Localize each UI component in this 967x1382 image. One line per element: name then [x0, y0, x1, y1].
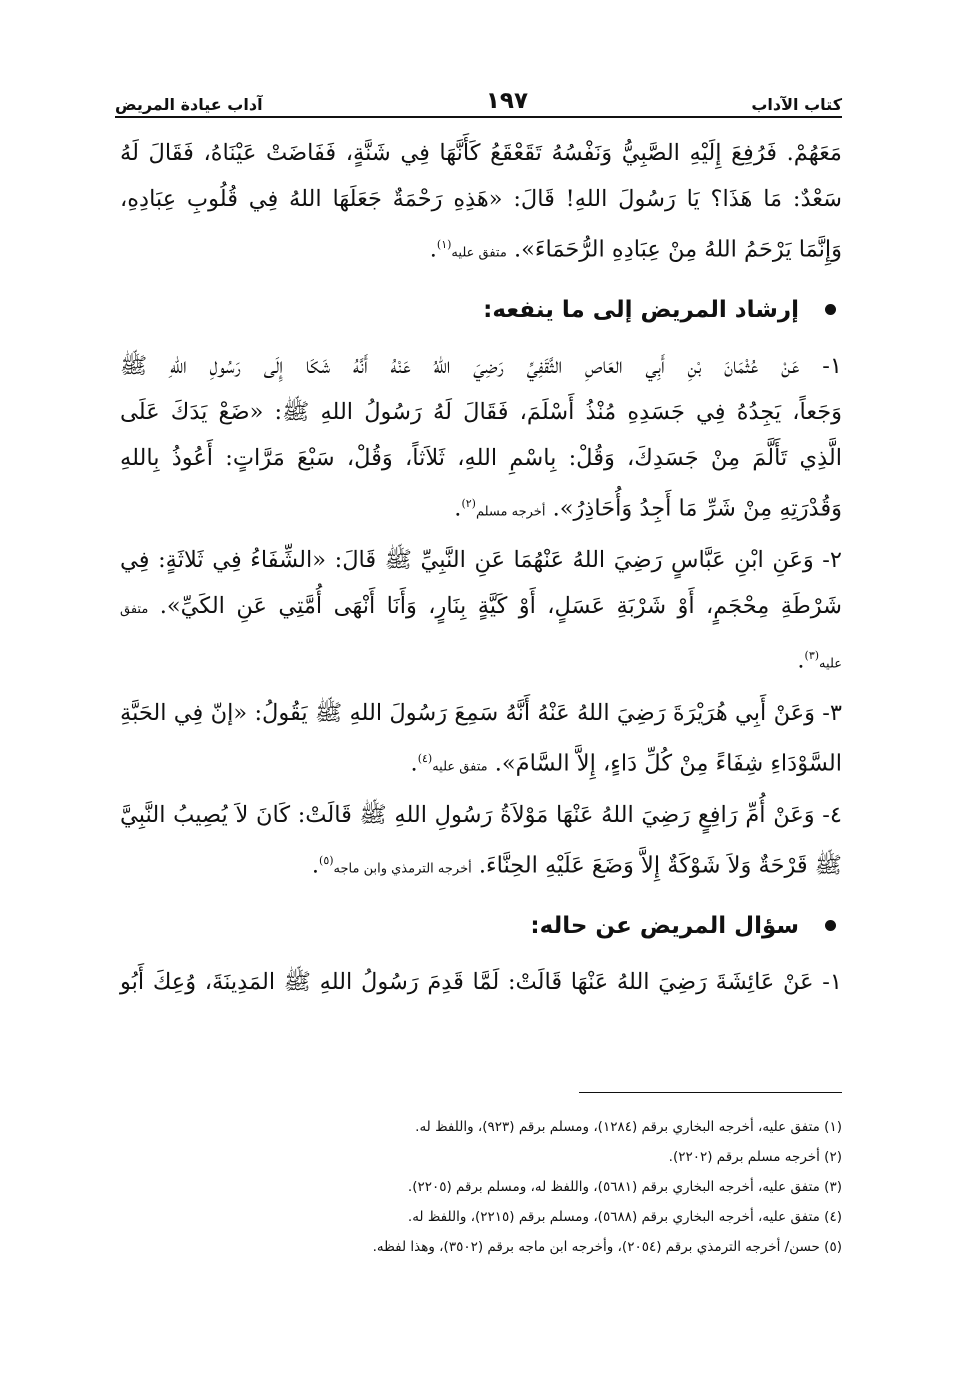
- text-line: سَعْدٌ: مَا هَذَا؟ يَا رَسُولَ اللهِ! قَالَ: «هَذِهِ رَحْمَةٌ جَعَلَهَا اللهُ فِي قُلُوبِ عِبَادِهِ،: [120, 186, 842, 212]
- page-number: ١٩٧: [485, 88, 528, 114]
- text-line: مَعَهُمْ. فَرُفِعَ إِلَيْهِ الصَّبِيُّ وَنَفْسُهُ تَقَعْقَعُ كَأَنَّهَا فِي شَنَّةٍ، فَفَاضَتْ عَيْنَاهُ، فَقَالَ لَهُ: [120, 140, 842, 166]
- text-line: ٣- وَعَنْ أَبِي هُرَيْرَةَ رَضِيَ اللهُ عَنْهُ أَنَّهُ سَمِعَ رَسُولَ اللهِ ﷺ يَقُولُ: «إنّ فِي الحَبَّةِ: [120, 699, 842, 726]
- source-note: متفق عليه: [451, 245, 507, 261]
- section-title: سؤال المريض عن حاله:: [530, 912, 799, 939]
- text-line-last: وَإِنَّمَا يَرْحَمُ اللهُ مِنْ عِبَادِهِ الرُّحَمَاءَ». متفق عليه$^{(١)}$.: [429, 236, 842, 263]
- text-line: ١- عَنْ عَائِشَةَ رَضِيَ اللهُ عَنْهَا قَالَتْ: لَمَّا قَدِمَ رَسُولُ اللهِ ﷺ المَدِينَةَ، وُعِكَ أَبُو: [120, 968, 842, 995]
- intro-paragraph: [120, 130, 842, 277]
- source-note: أخرجه الترمذي وابن ماجه: [333, 861, 472, 877]
- footnote-5: (٥) حسن/ أخرجه الترمذي برقم (٢٠٥٤)، وأخرجه ابن ماجه برقم (٣٥٠٢)، وهذا لفظه.: [372, 1239, 842, 1255]
- text-line-last: ﷺ قَرْحَةٌ وَلاَ شَوْكَةٌ إِلاَّ وَضَعَ عَلَيْهِ الحِنَّاءَ. أخرجه الترمذي وابن ماجه$^{(٥)}$.: [311, 852, 842, 879]
- text-line: ١- عَنْ عُثْمَانَ بْنِ أَبِي العَاصِ الثَّقَفِيِّ رَضِيَ اللهُ عَنْهُ أَنَّهُ شَكَا إِلَى رَسُولِ اللهِ ﷺ: [120, 352, 842, 379]
- text-line: الَّذِي تَأَلَّمَ مِنْ جَسَدِكَ، وَقُلْ: بِاسْمِ اللهِ، ثَلاَثاً، وَقُلْ، سَبْعَ مَرَّاتٍ: أَعُوذُ بِاللهِ: [120, 444, 842, 471]
- chapter-title: آداب عيادة المريض: [115, 95, 263, 114]
- running-header: [115, 82, 842, 114]
- text-line: ٢- وَعَنِ ابْنِ عَبَّاسٍ رَضِيَ اللهُ عَنْهُمَا عَنِ النَّبِيِّ ﷺ قَالَ: «الشِّفَاءُ فِي ثَلاثَةٍ: فِي: [120, 547, 842, 573]
- hadith-text: ﷺ قَرْحَةٌ وَلاَ شَوْكَةٌ إِلاَّ وَضَعَ عَلَيْهِ الحِنَّاءَ.: [478, 852, 842, 879]
- text-line-last: السَّوْدَاءِ شِفَاءً مِنْ كُلِّ دَاءٍ، إِلاَّ السَّامَ». متفق عليه$^{(٤)}$.: [410, 750, 842, 776]
- footnote-2: (٢) أخرجه مسلم برقم (٢٢٠٢).: [668, 1149, 842, 1165]
- footnote-marker: (٤): [417, 751, 433, 765]
- bullet-icon: [825, 920, 836, 931]
- text-line-last: وَقُدْرَتِهِ مِنْ شَرِّ مَا أَجِدُ وَأُحَاذِرُ». أخرجه مسلم$^{(٢)}$.: [454, 495, 842, 521]
- source-note: متفق: [120, 602, 149, 617]
- hadith-item-2: [120, 537, 842, 688]
- source-note: عليه: [819, 656, 842, 672]
- footnote-marker: (٥): [319, 854, 334, 867]
- bullet-icon: [825, 304, 836, 315]
- source-note: متفق عليه: [432, 759, 488, 774]
- book-title: كتاب الآداب: [751, 95, 842, 114]
- text-line: [120, 583, 842, 633]
- text-line: وَجَعاً، يَجِدُهُ فِي جَسَدِهِ مُنْذُ أَسْلَمَ، فَقَالَ لَهُ رَسُولُ اللهِ ﷺ: «ضَعْ يَدَكَ عَلَى: [120, 398, 842, 425]
- hadith-text: السَّوْدَاءِ شِفَاءً مِنْ كُلِّ دَاءٍ، إِلاَّ السَّامَ».: [494, 750, 842, 776]
- header-divider: [115, 116, 842, 118]
- hadith-text: شَرْطَةِ مِحْجَمٍ، أَوْ شَرْبَةِ عَسَلٍ، أَوْ كَيَّةٍ بِنَارٍ، وَأَنَا أَنْهَى أُمَّتِي عَنِ الكَيِّ».: [159, 593, 842, 619]
- footnote-4: (٤) متفق عليه، أخرجه البخاري برقم (٥٦٨٨)، ومسلم برقم (٢٢١٥)، واللفظ له.: [407, 1209, 842, 1225]
- footnote-marker: (٣): [804, 649, 820, 662]
- hadith-item-1: [120, 343, 842, 536]
- footnote-1: (١) متفق عليه، أخرجه البخاري برقم (١٢٨٤)، ومسلم برقم (٩٢٣)، واللفظ له.: [415, 1119, 842, 1135]
- footnote-marker: (١): [436, 238, 452, 251]
- hadith-item-continued: [120, 959, 842, 1005]
- footnotes: [120, 1112, 842, 1262]
- section-title: إرشاد المريض إلى ما ينفعه:: [483, 296, 799, 323]
- hadith-item-3: [120, 690, 842, 791]
- footnote-3: (٣) متفق عليه، أخرجه البخاري برقم (٥٦٨١)، واللفظ له، ومسلم برقم (٢٢٠٥).: [407, 1179, 842, 1195]
- section-heading-1: [120, 285, 842, 335]
- hadith-text: وَإِنَّمَا يَرْحَمُ اللهُ مِنْ عِبَادِهِ الرُّحَمَاءَ».: [513, 236, 842, 263]
- hadith-item-4: [120, 792, 842, 893]
- footnote-divider: [579, 1092, 842, 1093]
- text-line: ٤- وَعَنْ أُمِّ رَافِعٍ رَضِيَ اللهُ عَنْهَا مَوْلاَةُ رَسُولِ اللهِ ﷺ قَالَتْ: كَانَ لاَ يُصِيبُ النَّبِيَّ: [120, 802, 842, 828]
- main-text: [120, 130, 842, 1005]
- source-note: أخرجه مسلم: [475, 504, 546, 519]
- text-line-last: عليه$^{(٣)}$.: [797, 647, 842, 674]
- footnote-marker: (٢): [461, 496, 476, 510]
- section-heading-2: [120, 901, 842, 951]
- hadith-text: وَقُدْرَتِهِ مِنْ شَرِّ مَا أَجِدُ وَأُحَاذِرُ».: [552, 495, 842, 521]
